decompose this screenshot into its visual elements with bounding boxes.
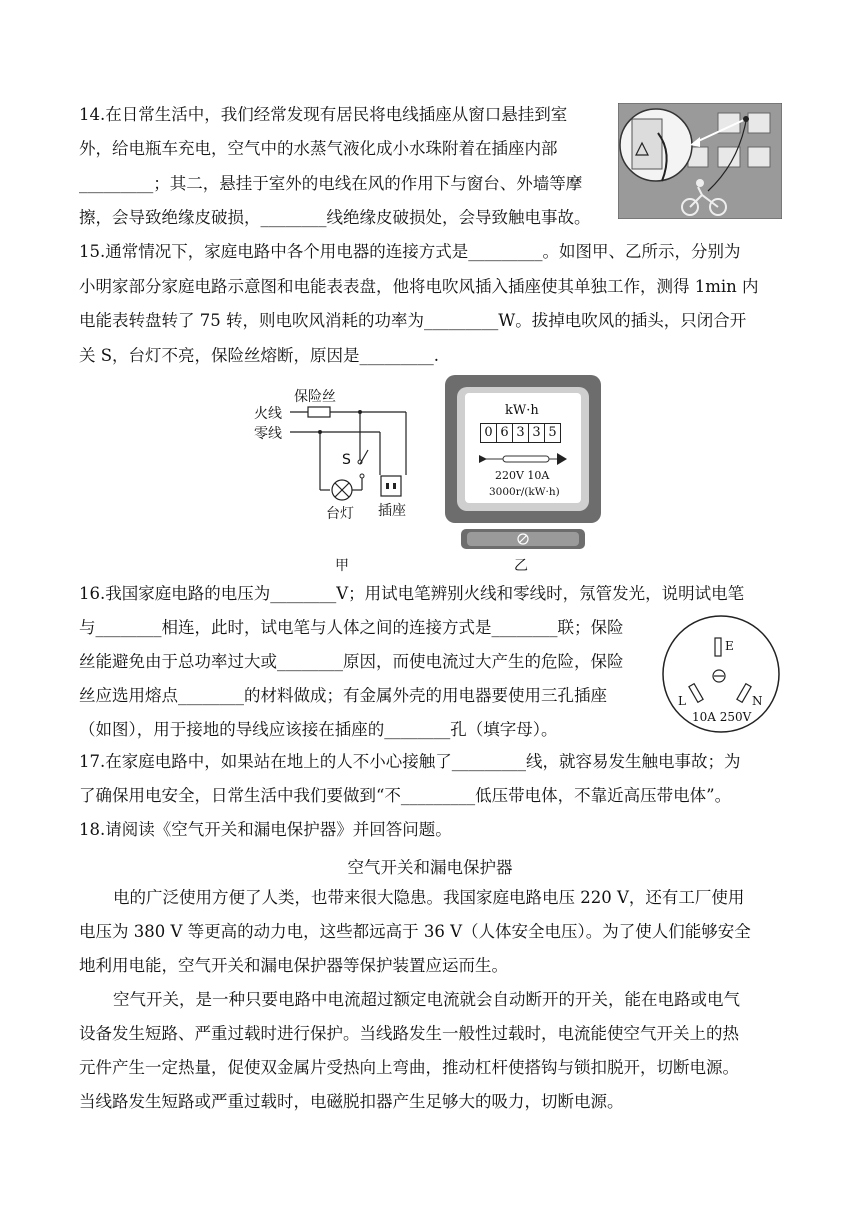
q14-line-1: 14.在日常生活中，我们经常发现有居民将电线插座从窗口悬挂到室	[79, 105, 568, 124]
meter-digit: 3	[528, 423, 545, 443]
meter-digit-display	[481, 423, 561, 443]
socket-e-label: E	[725, 639, 734, 653]
para1-line-2: 电压为 380 V 等更高的动力电，这些都远高于 36 V（人体安全电压）。为了使人们能够安全	[79, 922, 751, 941]
socket-l-label: L	[678, 694, 686, 708]
hanging-socket-illustration	[618, 103, 782, 219]
meter-digit: 3	[512, 423, 529, 443]
para1-line-3: 地利用电能，空气开关和漏电保护器等保护装置应运而生。	[79, 956, 508, 975]
para2-line-1: 空气开关，是一种只要电路中电流超过额定电流就会自动断开的开关，能在电路或电气	[113, 990, 740, 1009]
q16-line-5: （如图），用于接地的导线应该接在插座的________孔（填字母）。	[79, 720, 558, 739]
meter-unit: kW·h	[505, 403, 539, 418]
figure-yi-caption: 乙	[514, 558, 528, 574]
circuit-diagram	[250, 380, 420, 540]
meter-digit: 5	[544, 423, 561, 443]
energy-meter	[443, 373, 603, 553]
para1-line-1: 电的广泛使用方便了人类，也带来很大隐患。我国家庭电路电压 220 V，还有工厂使用	[113, 888, 745, 907]
meter-digit: 0	[480, 423, 497, 443]
socket-rating: 10A 250V	[692, 710, 752, 724]
q16-line-2: 与________相连，此时，试电笔与人体之间的连接方式是________联；保险	[79, 618, 624, 637]
socket-label: 插座	[378, 503, 406, 519]
article-title: 空气开关和漏电保护器	[347, 858, 513, 877]
para2-line-2: 设备发生短路、严重过载时进行保护。当线路发生一般性过载时，电流能使空气开关上的热	[79, 1024, 739, 1043]
q15-line-4: 关 S，台灯不亮，保险丝熔断，原因是_________.	[79, 346, 440, 365]
q17-line-1: 17.在家庭电路中，如果站在地上的人不小心接触了_________线，就容易发生触电事故；为	[79, 752, 741, 771]
para2-line-3: 元件产生一定热量，促使双金属片受热向上弯曲，推动杠杆使搭钩与锁扣脱开，切断电源。	[79, 1058, 739, 1077]
figure-jia-caption: 甲	[335, 558, 349, 574]
meter-rating: 220V 10A	[495, 469, 550, 482]
q17-line-2: 了确保用电安全，日常生活中我们要做到“不_________低压带电体，不靠近高压带电体”。	[79, 786, 732, 805]
q14-line-2: 外，给电瓶车充电，空气中的水蒸气液化成小水珠附着在插座内部	[79, 139, 558, 158]
meter-constant: 3000r/(kW·h)	[489, 486, 560, 498]
q16-line-3: 丝能避免由于总功率过大或________原因，而使电流过大产生的危险，保险	[79, 652, 624, 671]
q16-line-1: 16.我国家庭电路的电压为________V；用试电笔辨别火线和零线时，氖管发光，说明试电笔	[79, 584, 745, 603]
neutral-wire-label: 零线	[254, 426, 282, 442]
three-pin-socket	[659, 612, 783, 736]
live-wire-label: 火线	[254, 406, 282, 422]
q14-line-4: 擦，会导致绝缘皮破损，________线绝缘皮破损处，会导致触电事故。	[79, 208, 591, 227]
q16-line-4: 丝应选用熔点________的材料做成；有金属外壳的用电器要使用三孔插座	[79, 686, 607, 705]
q18-prompt: 18.请阅读《空气开关和漏电保护器》并回答问题。	[79, 820, 452, 839]
para2-line-4: 当线路发生短路或严重过载时，电磁脱扣器产生足够大的吸力，切断电源。	[79, 1092, 624, 1111]
q15-line-3: 电能表转盘转了 75 转，则电吹风消耗的功率为_________W。拔掉电吹风的插头，只闭合开	[79, 311, 747, 330]
q15-line-1: 15.通常情况下，家庭电路中各个用电器的连接方式是_________。如图甲、乙所示，分别为	[79, 242, 741, 261]
socket-n-label: N	[752, 694, 763, 708]
fuse-label: 保险丝	[294, 389, 336, 405]
switch-label: S	[342, 452, 351, 468]
q14-line-3: _________；其二，悬挂于室外的电线在风的作用下与窗台、外墙等摩	[79, 174, 583, 193]
lamp-label: 台灯	[326, 506, 354, 522]
q15-line-2: 小明家部分家庭电路示意图和电能表表盘，他将电吹风插入插座使其单独工作，测得 1min 内	[79, 277, 759, 296]
meter-digit: 6	[496, 423, 513, 443]
